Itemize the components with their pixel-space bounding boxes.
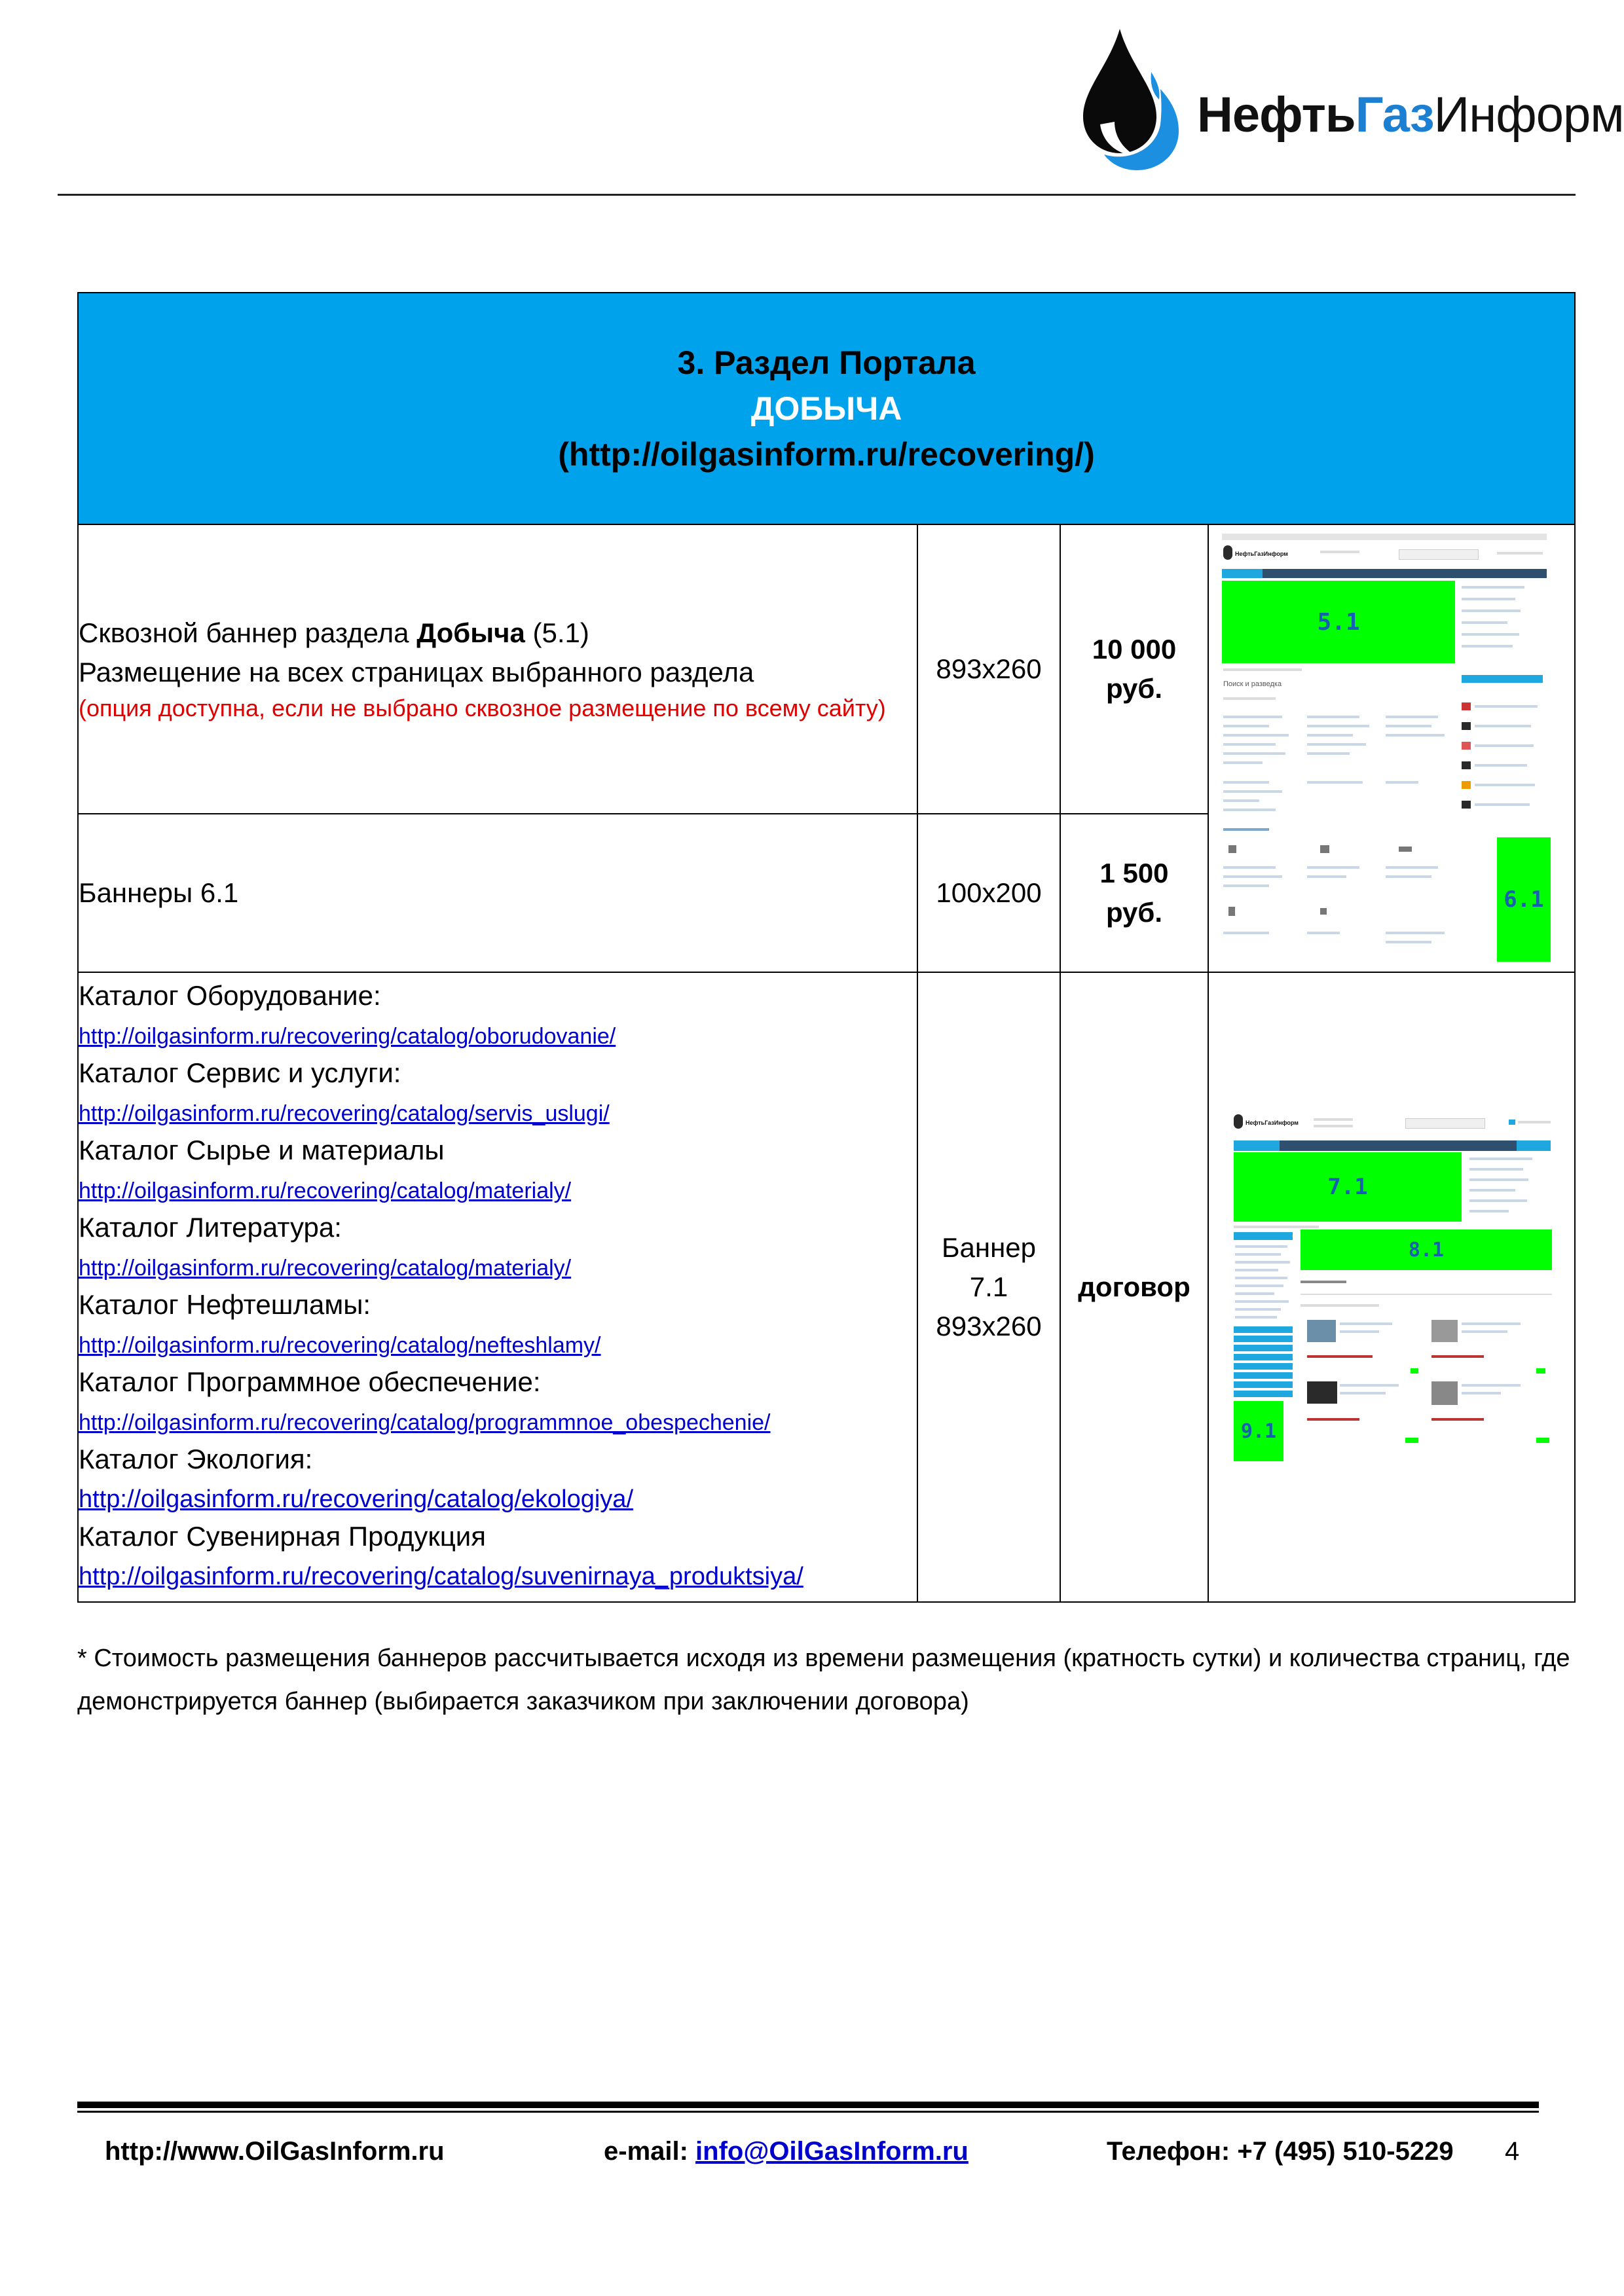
banner-price: договор — [1060, 972, 1208, 1602]
banner-size — [917, 972, 1060, 1602]
catalog-link[interactable]: http://oilgasinform.ru/recovering/catalog/materialy/ — [79, 1256, 572, 1281]
catalog-name: Каталог Сырье и материалы — [79, 1135, 445, 1165]
logo-word-neft: Нефть — [1197, 87, 1356, 143]
banner-size: 100x200 — [917, 814, 1060, 972]
price-currency: руб. — [1105, 673, 1163, 704]
logo-word-inform: Информ — [1433, 87, 1624, 143]
banner-7-1-preview — [1234, 1152, 1462, 1222]
catalog-name: Каталог Экология: — [79, 1444, 313, 1474]
price-currency: руб. — [1105, 897, 1163, 928]
footer-divider-thick — [77, 2102, 1539, 2108]
banner-6-1-description — [78, 814, 917, 972]
banner-size-number: 7.1 — [969, 1271, 1008, 1302]
logo-wordmark — [1197, 86, 1624, 143]
table-row — [78, 524, 1575, 814]
price-amount: 10 000 — [1092, 634, 1177, 665]
row-title: Баннеры 6.1 — [79, 877, 239, 908]
catalog-link[interactable]: http://oilgasinform.ru/recovering/catalog/nefteshlamy/ — [79, 1333, 601, 1358]
company-logo — [1074, 26, 1624, 177]
pricing-table — [77, 292, 1576, 1603]
catalog-link[interactable]: http://oilgasinform.ru/recovering/catalog/suvenirnaya_produktsiya/ — [79, 1563, 803, 1590]
header-divider — [58, 194, 1576, 196]
banner-8-1-preview — [1301, 1230, 1552, 1270]
banner-7-1-label: 7.1 — [1327, 1174, 1368, 1200]
banner-size-dimensions: 893x260 — [936, 1311, 1042, 1341]
table-row — [78, 972, 1575, 1602]
catalog-link[interactable]: http://oilgasinform.ru/recovering/catalog/servis_uslugi/ — [79, 1101, 610, 1126]
section-name: ДОБЫЧА — [750, 390, 902, 427]
oil-drop-icon — [1074, 26, 1198, 177]
banner-size-label: Баннер — [941, 1232, 1037, 1263]
banner-price — [1060, 524, 1208, 814]
section-header — [78, 293, 1575, 524]
banner-size: 893x260 — [917, 524, 1060, 814]
banner-5-1-description — [78, 524, 917, 814]
banner-6-1-preview — [1497, 837, 1551, 962]
catalog-name: Каталог Сувенирная Продукция — [79, 1521, 486, 1552]
footer-email — [604, 2137, 969, 2166]
catalog-name: Каталог Программное обеспечение: — [79, 1366, 541, 1397]
row-placement-text: Размещение на всех страницах выбранного раздела — [79, 657, 754, 687]
footer-website: http://www.OilGasInform.ru — [105, 2137, 445, 2166]
row-note: (опция доступна, если не выбрано сквозное размещение по всему сайту) — [79, 695, 886, 721]
banner-6-1-label: 6.1 — [1504, 886, 1544, 913]
catalog-link[interactable]: http://oilgasinform.ru/recovering/catalog/programmnoe_obespechenie/ — [79, 1410, 771, 1435]
pricing-footnote: * Стоимость размещения баннеров рассчитывается исходя из времени размещения (кратность сутки) и количества страниц, где демонстрируется баннер (выбирается заказчиком при заключении договора) — [77, 1645, 1570, 1715]
price-amount: 1 500 — [1099, 858, 1169, 888]
row-title-bold: Добыча — [416, 617, 525, 648]
catalog-link[interactable]: http://oilgasinform.ru/recovering/catalog/oborudovanie/ — [79, 1024, 616, 1049]
website-screenshot-recovering: НефтьГазИнформ 5.1 Поиск и разведка 6.1 — [1209, 526, 1560, 971]
catalog-link[interactable]: http://oilgasinform.ru/recovering/catalog/ekologiya/ — [79, 1485, 634, 1513]
banner-5-1-label: 5.1 — [1317, 608, 1360, 636]
section-header-row — [78, 293, 1575, 524]
row-title-prefix: Сквозной баннер раздела — [79, 617, 417, 648]
logo-word-gaz: Газ — [1355, 87, 1434, 143]
footer-email-label: e-mail: — [604, 2137, 696, 2166]
banner-8-1-label: 8.1 — [1408, 1238, 1445, 1262]
row-title-suffix: (5.1) — [525, 617, 589, 648]
banner-9-1-preview — [1234, 1401, 1283, 1461]
banner-price — [1060, 814, 1208, 972]
banner-9-1-label: 9.1 — [1240, 1419, 1277, 1443]
section-page-preview — [1208, 524, 1575, 972]
footer-email-link[interactable]: info@OilGasInform.ru — [695, 2137, 969, 2166]
catalog-page-preview — [1208, 972, 1575, 1602]
footer-divider-thin — [77, 2111, 1539, 2113]
catalog-name: Каталог Литература: — [79, 1212, 342, 1243]
website-screenshot-catalog: НефтьГазИнформ 7.1 8.1 9.1 — [1209, 1104, 1560, 1470]
catalog-link[interactable]: http://oilgasinform.ru/recovering/catalog/materialy/ — [79, 1178, 572, 1203]
footer-phone: Телефон: +7 (495) 510-5229 — [1107, 2137, 1454, 2166]
section-url: (http://oilgasinform.ru/recovering/) — [558, 436, 1095, 473]
catalog-name: Каталог Нефтешламы: — [79, 1289, 371, 1320]
page-number: 4 — [1505, 2137, 1520, 2166]
section-title: 3. Раздел Портала — [677, 344, 976, 381]
banner-5-1-preview — [1222, 581, 1455, 663]
catalog-list — [78, 972, 917, 1602]
catalog-name: Каталог Сервис и услуги: — [79, 1057, 401, 1088]
catalog-name: Каталог Оборудование: — [79, 980, 381, 1011]
